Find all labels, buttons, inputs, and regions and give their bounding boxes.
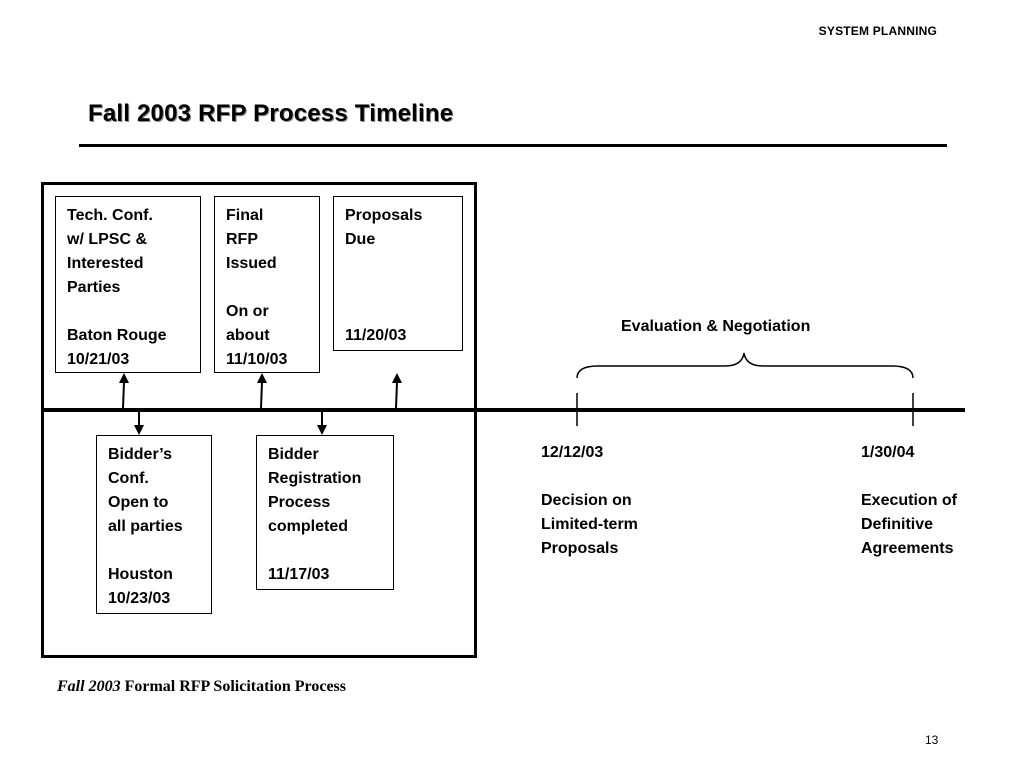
milestone-execution-line-2: Definitive — [861, 516, 934, 533]
tech-conf-location: Baton Rouge — [67, 327, 167, 344]
tech-conf-line-4: Parties — [67, 279, 121, 296]
final-rfp-line-2: RFP — [226, 231, 258, 248]
section-label: SYSTEM PLANNING — [818, 24, 937, 38]
proposals-due-date: 11/20/03 — [345, 327, 407, 344]
milestone-decision-line-1: Decision on — [541, 492, 632, 509]
figure-caption — [57, 678, 346, 696]
final-rfp-line-3: Issued — [226, 255, 277, 272]
evaluation-brace — [577, 353, 913, 378]
milestone-execution-line-1: Execution of — [861, 492, 958, 509]
tech-conf-line-2: w/ LPSC & — [67, 231, 148, 248]
page-number: 13 — [925, 733, 939, 747]
evaluation-label: Evaluation & Negotiation — [621, 318, 811, 335]
final-rfp-detail-2: about — [226, 327, 270, 344]
bidders-conf-line-2: Conf. — [108, 470, 149, 487]
caption-italic: Fall 2003 — [57, 678, 121, 695]
milestone-decision — [541, 441, 638, 561]
bidder-reg-line-3: Process — [268, 494, 331, 511]
tech-conf-date: 10/21/03 — [67, 351, 130, 368]
page-title: Fall 2003 RFP Process Timeline — [88, 100, 454, 127]
milestone-execution-date: 1/30/04 — [861, 444, 915, 461]
final-rfp-line-1: Final — [226, 207, 264, 224]
arrow-up-tech-conf — [123, 382, 124, 408]
milestone-decision-line-3: Proposals — [541, 540, 619, 557]
arrowhead-down-bidders-conf — [134, 425, 144, 435]
arrowhead-up-proposals — [392, 373, 402, 383]
bidder-reg-date: 11/17/03 — [268, 566, 330, 583]
arrow-up-final-rfp — [261, 382, 262, 408]
bidder-reg-line-4: completed — [268, 518, 349, 535]
final-rfp-date: 11/10/03 — [226, 351, 288, 368]
tech-conf-line-3: Interested — [67, 255, 144, 272]
milestone-execution — [861, 441, 957, 561]
bidders-conf-date: 10/23/03 — [108, 590, 171, 607]
spacer — [861, 465, 957, 489]
bidder-reg-line-2: Registration — [268, 470, 362, 487]
milestone-decision-line-2: Limited-term — [541, 516, 638, 533]
milestone-execution-line-3: Agreements — [861, 540, 954, 557]
bidders-conf-location: Houston — [108, 566, 173, 583]
arrowhead-up-final-rfp — [257, 373, 267, 383]
bidder-reg-line-1: Bidder — [268, 446, 319, 463]
arrow-up-proposals — [396, 382, 397, 408]
final-rfp-detail-1: On or — [226, 303, 269, 320]
bidders-conf-line-3: Open to — [108, 494, 169, 511]
tech-conf-line-1: Tech. Conf. — [67, 207, 153, 224]
proposals-due-line-2: Due — [345, 231, 376, 248]
bidders-conf-line-4: all parties — [108, 518, 183, 535]
bidders-conf-line-1: Bidder’s — [108, 446, 173, 463]
arrowhead-up-tech-conf — [119, 373, 129, 383]
arrowhead-down-bidder-reg — [317, 425, 327, 435]
spacer — [541, 465, 638, 489]
caption-text: Formal RFP Solicitation Process — [120, 678, 347, 695]
proposals-due-line-1: Proposals — [345, 207, 423, 224]
milestone-decision-date: 12/12/03 — [541, 444, 604, 461]
